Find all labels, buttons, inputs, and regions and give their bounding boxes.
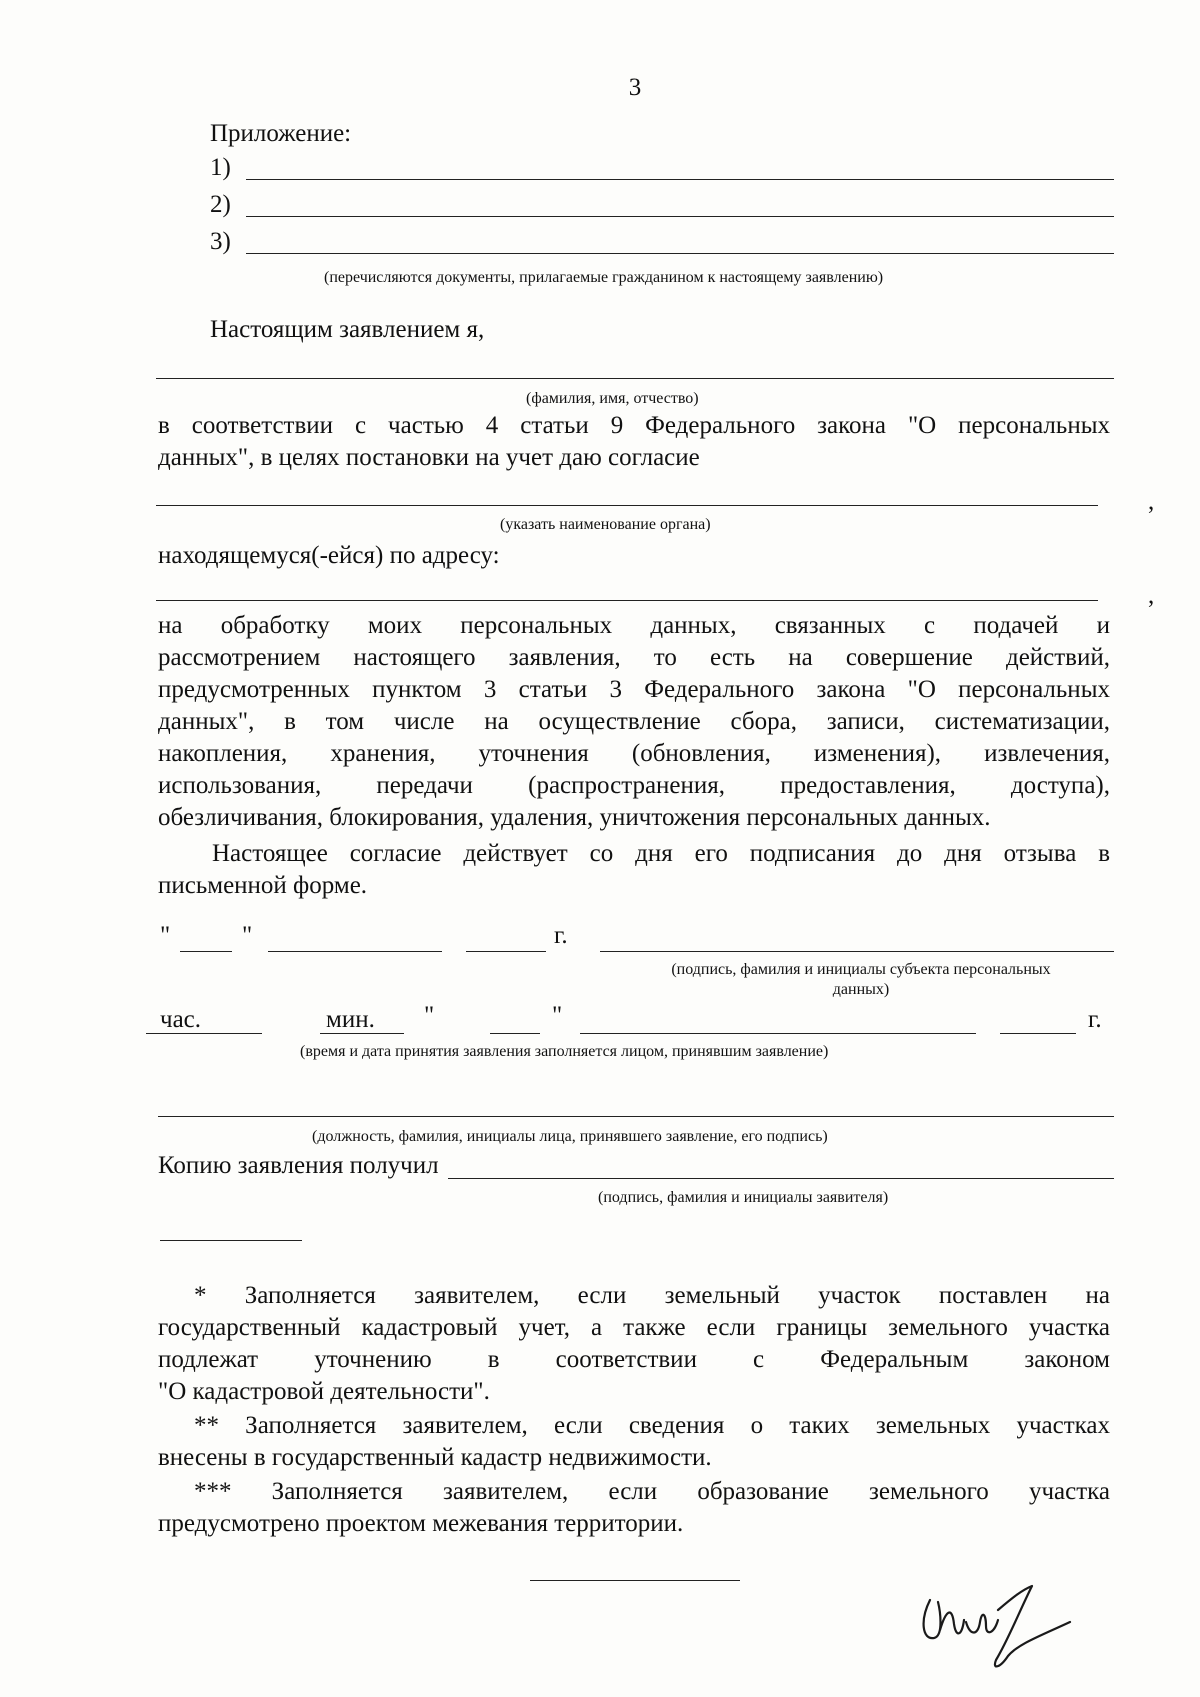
hours-label: час. [160,1006,202,1033]
body-line-6: использования, передачи (распространения, предоставления, доступа), [158,772,1110,799]
handwritten-signature-icon [900,1540,1080,1680]
fio-hint: (фамилия, имя, отчество) [526,390,699,407]
attachment-item-1-number: 1) [210,154,231,181]
attachment-item-2-number: 2) [210,191,231,218]
time-quote-close: " [552,1002,563,1029]
date-year-suffix: г. [554,922,568,949]
fio-field[interactable] [156,378,1114,379]
bottom-rule [530,1580,740,1581]
acceptance-time-hint: (время и дата принятия заявления заполняется лицом, принявшим заявление) [300,1043,829,1060]
date-quote-close: " [242,922,253,949]
address-comma: , [1148,582,1155,609]
accept-year-field[interactable] [1000,1033,1076,1034]
official-field[interactable] [158,1116,1114,1117]
copy-received-hint: (подпись, фамилия и инициалы заявителя) [598,1189,889,1206]
footnote-3-line-1: *** Заполняется заявителем, если образование земельного участка [194,1478,1110,1505]
organ-hint: (указать наименование органа) [500,516,711,533]
footnote-separator [160,1240,302,1241]
date-year-field[interactable] [466,951,546,952]
minutes-field[interactable] [320,1033,404,1034]
subject-signature-field[interactable] [600,951,1114,952]
accept-month-field[interactable] [580,1033,976,1034]
subject-signature-hint-1: (подпись, фамилия и инициалы субъекта персональных [671,961,1051,978]
attachment-item-2-field[interactable] [246,216,1114,217]
footnote-2-line-2: внесены в государственный кадастр недвижимости. [158,1444,712,1471]
consent-intro: Настоящим заявлением я, [210,316,485,343]
validity-line-2: письменной форме. [158,872,368,899]
law-line-1: в соответствии с частью 4 статьи 9 Федерального закона "О персональных [158,412,1110,439]
body-line-5: накопления, хранения, уточнения (обновления, изменения), извлечения, [158,740,1110,767]
footnote-3-line-2: предусмотрено проектом межевания территории. [158,1510,684,1537]
subject-signature-hint-2: данных) [832,981,890,998]
copy-received-field[interactable] [448,1178,1114,1179]
accept-day-field[interactable] [490,1033,540,1034]
page-number: 3 [628,74,642,101]
address-label: находящемуся(-ейся) по адресу: [158,542,500,569]
body-line-1: на обработку моих персональных данных, связанных с подачей и [158,612,1110,639]
date-quote-open: " [160,922,171,949]
attachment-hint: (перечисляются документы, прилагаемые гражданином к настоящему заявлению) [324,269,884,286]
attachment-heading: Приложение: [210,120,352,147]
accept-year-suffix: г. [1088,1006,1102,1033]
hours-field[interactable] [146,1033,262,1034]
copy-received-label: Копию заявления получил [158,1152,439,1179]
law-line-2: данных", в целях постановки на учет даю согласие [158,444,700,471]
organ-comma: , [1148,488,1155,515]
time-quote-open: " [424,1002,435,1029]
body-line-7: обезличивания, блокирования, удаления, уничтожения персональных данных. [158,804,991,831]
attachment-item-3-number: 3) [210,228,231,255]
footnote-1-line-3: подлежат уточнению в соответствии с Федеральным законом [158,1346,1110,1373]
footnote-1-line-1: * Заполняется заявителем, если земельный участок поставлен на [194,1282,1110,1309]
body-line-4: данных", в том числе на осуществление сбора, записи, систематизации, [158,708,1110,735]
footnote-2-line-1: ** Заполняется заявителем, если сведения о таких земельных участках [194,1412,1110,1439]
body-line-3: предусмотренных пунктом 3 статьи 3 Федерального закона "О персональных [158,676,1110,703]
body-line-2: рассмотрением настоящего заявления, то есть на совершение действий, [158,644,1110,671]
date-day-field[interactable] [180,951,232,952]
organ-field[interactable] [156,505,1098,506]
official-hint: (должность, фамилия, инициалы лица, принявшего заявление, его подпись) [312,1128,828,1145]
address-field[interactable] [156,600,1098,601]
attachment-item-3-field[interactable] [246,253,1114,254]
date-month-field[interactable] [268,951,442,952]
footnote-1-line-2: государственный кадастровый учет, а также если границы земельного участка [158,1314,1110,1341]
validity-line-1: Настоящее согласие действует со дня его подписания до дня отзыва в [212,840,1110,867]
attachment-item-1-field[interactable] [246,179,1114,180]
minutes-label: мин. [326,1006,375,1033]
footnote-1-line-4: "О кадастровой деятельности". [158,1378,490,1405]
